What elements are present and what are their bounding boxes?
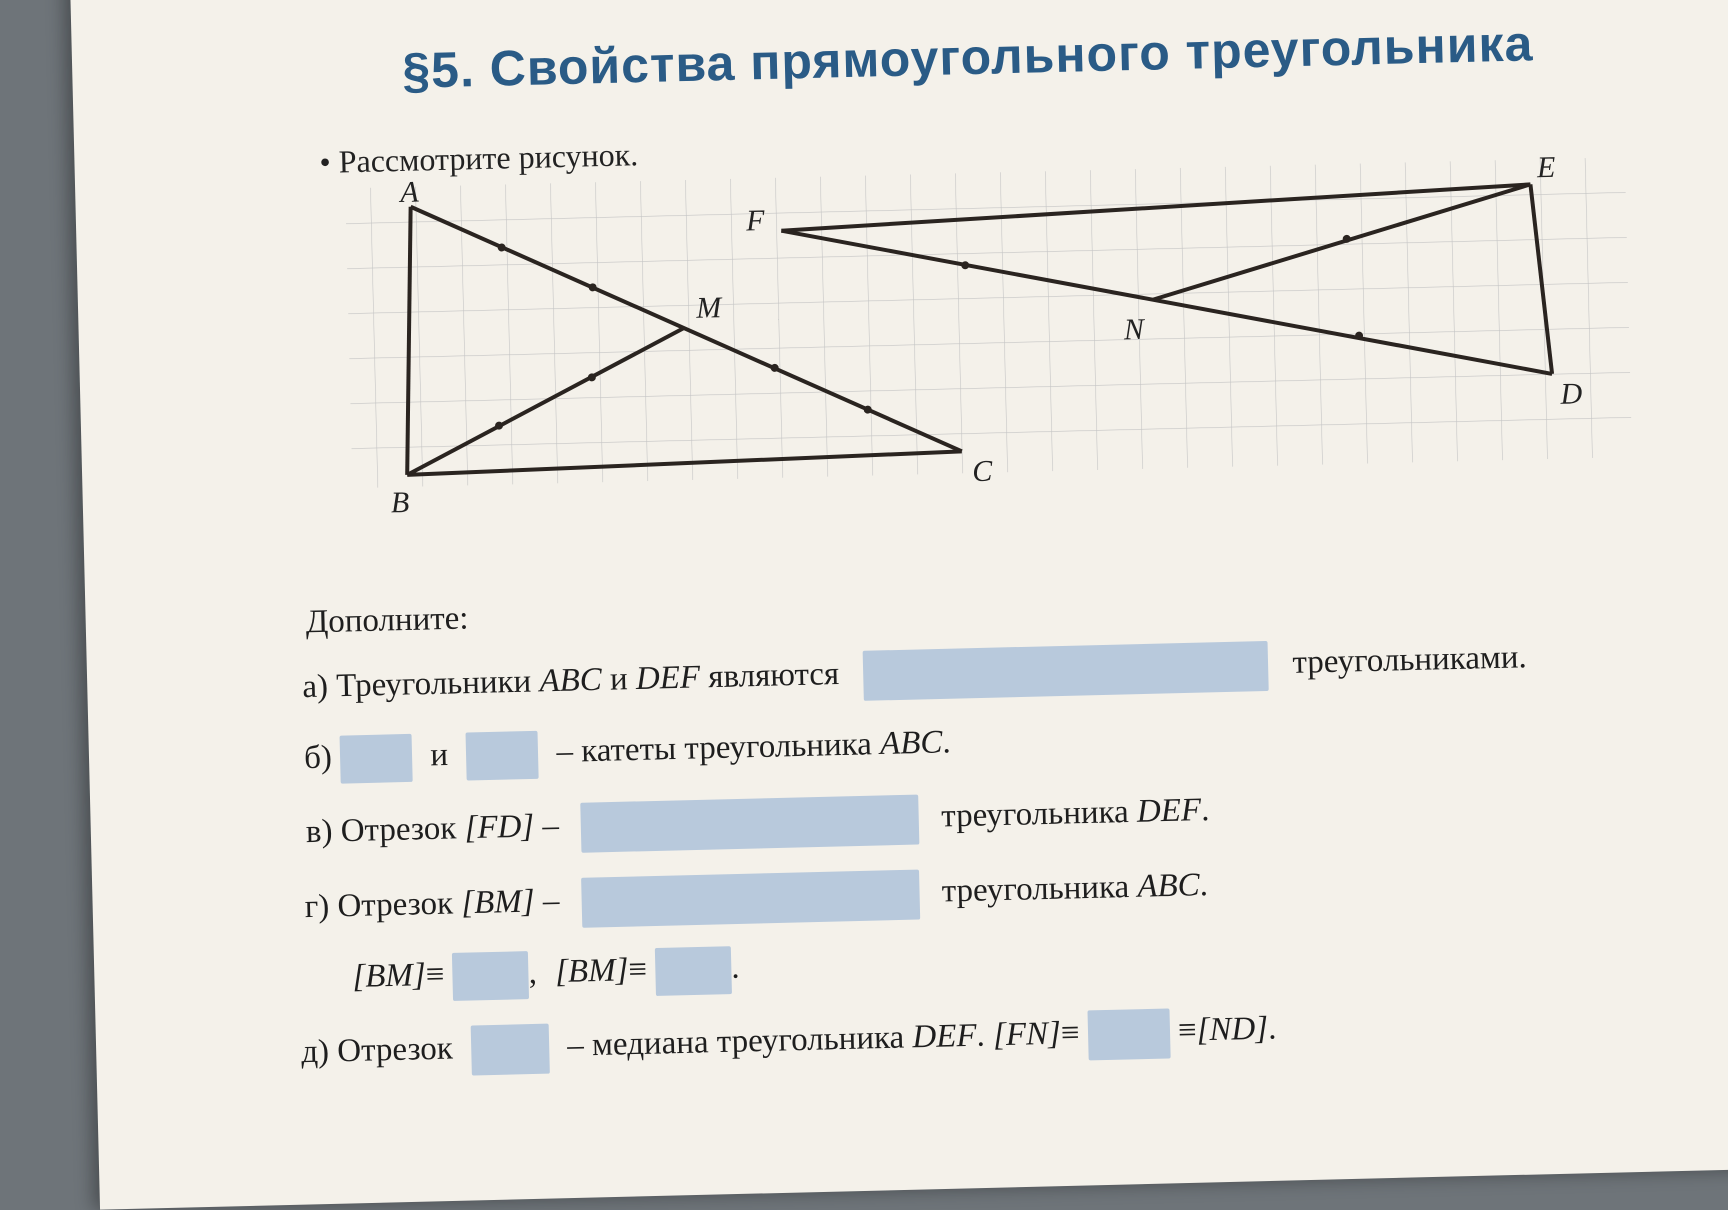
item-v-after: треугольника bbox=[940, 793, 1138, 835]
comma-separator: , bbox=[528, 954, 538, 991]
item-v bbox=[305, 787, 1210, 859]
label-point-n: N bbox=[1123, 312, 1145, 347]
exercise-heading: Дополните: bbox=[305, 600, 469, 641]
item-g-segment: [BM] bbox=[460, 883, 536, 922]
item-b-and: и bbox=[429, 736, 449, 774]
item-d-prefix: д) Отрезок bbox=[300, 1030, 454, 1071]
answer-blank-g[interactable] bbox=[581, 870, 920, 928]
label-point-d: D bbox=[1560, 377, 1583, 411]
item-v-prefix: в) Отрезок bbox=[305, 810, 465, 851]
label-point-m: M bbox=[695, 291, 722, 325]
item-a-prefix: а) Треугольники bbox=[301, 663, 540, 706]
item-v-segment: [FD] bbox=[464, 808, 535, 847]
item-d-dot: . bbox=[976, 1017, 994, 1054]
item-a-triangle-2: DEF bbox=[635, 659, 701, 697]
answer-blank-v[interactable] bbox=[581, 795, 920, 853]
congruent-sign-4: ≡ bbox=[1177, 1012, 1198, 1049]
item-a-triangle-1: ABC bbox=[539, 661, 603, 700]
congruent-sign-3: ≡ bbox=[1060, 1015, 1080, 1052]
grid-background bbox=[345, 157, 1632, 488]
intro-instruction: • Рассмотрите рисунок. bbox=[319, 136, 639, 180]
textbook-page bbox=[70, 0, 1728, 1210]
item-b bbox=[304, 721, 952, 785]
answer-blank-b2[interactable] bbox=[466, 731, 539, 781]
answer-blank-d-median[interactable] bbox=[471, 1024, 550, 1076]
label-point-c: C bbox=[971, 454, 993, 489]
item-b-suffix: – катеты треугольника bbox=[556, 726, 881, 770]
item-g-prefix: г) Отрезок bbox=[304, 885, 462, 926]
geometry-figure bbox=[315, 146, 1663, 539]
section-title: §5. Свойства прямоугольного треугольника bbox=[401, 15, 1534, 99]
item-b-triangle: ABC bbox=[879, 724, 943, 763]
item-b-end: . bbox=[941, 724, 952, 761]
item-g-end: . bbox=[1199, 867, 1209, 904]
answer-blank-b1[interactable] bbox=[340, 734, 413, 784]
congruent-sign-1: ≡ bbox=[425, 956, 445, 994]
item-g2-end: . bbox=[730, 949, 740, 986]
item-a bbox=[302, 635, 1528, 715]
item-g-dash: – bbox=[534, 882, 560, 920]
item-d-segment-fn: [FN] bbox=[992, 1015, 1062, 1054]
item-g-equivalences bbox=[352, 946, 740, 1003]
label-point-e: E bbox=[1536, 150, 1556, 185]
item-v-end: . bbox=[1200, 791, 1210, 829]
label-point-b: B bbox=[390, 485, 410, 520]
item-g-after: треугольника bbox=[941, 868, 1138, 910]
label-point-a: A bbox=[399, 175, 420, 209]
answer-blank-a[interactable] bbox=[863, 641, 1269, 701]
eq-segment-2: [BM] bbox=[554, 952, 629, 991]
eq-segment-1: [BM] bbox=[352, 957, 427, 995]
answer-blank-g-eq2[interactable] bbox=[655, 946, 732, 996]
item-v-dash: – bbox=[533, 807, 560, 845]
item-v-triangle: DEF bbox=[1136, 792, 1202, 830]
item-b-prefix: б) bbox=[303, 739, 333, 777]
item-a-and: и bbox=[601, 660, 637, 698]
item-g-triangle: ABC bbox=[1136, 867, 1201, 905]
item-d-triangle: DEF bbox=[911, 1017, 977, 1056]
item-d-segment-nd: [ND] bbox=[1196, 1010, 1269, 1049]
item-d-end: . bbox=[1267, 1010, 1277, 1047]
answer-blank-d-eq[interactable] bbox=[1087, 1008, 1170, 1060]
item-a-after: треугольниками. bbox=[1292, 639, 1528, 681]
item-g bbox=[304, 862, 1208, 934]
item-a-suffix: являются bbox=[699, 655, 840, 696]
item-d bbox=[301, 1006, 1277, 1080]
congruent-sign-2: ≡ bbox=[627, 951, 648, 989]
answer-blank-g-eq1[interactable] bbox=[452, 951, 529, 1001]
label-point-f: F bbox=[745, 204, 765, 238]
item-d-mid: – медиана треугольника bbox=[566, 1019, 913, 1064]
